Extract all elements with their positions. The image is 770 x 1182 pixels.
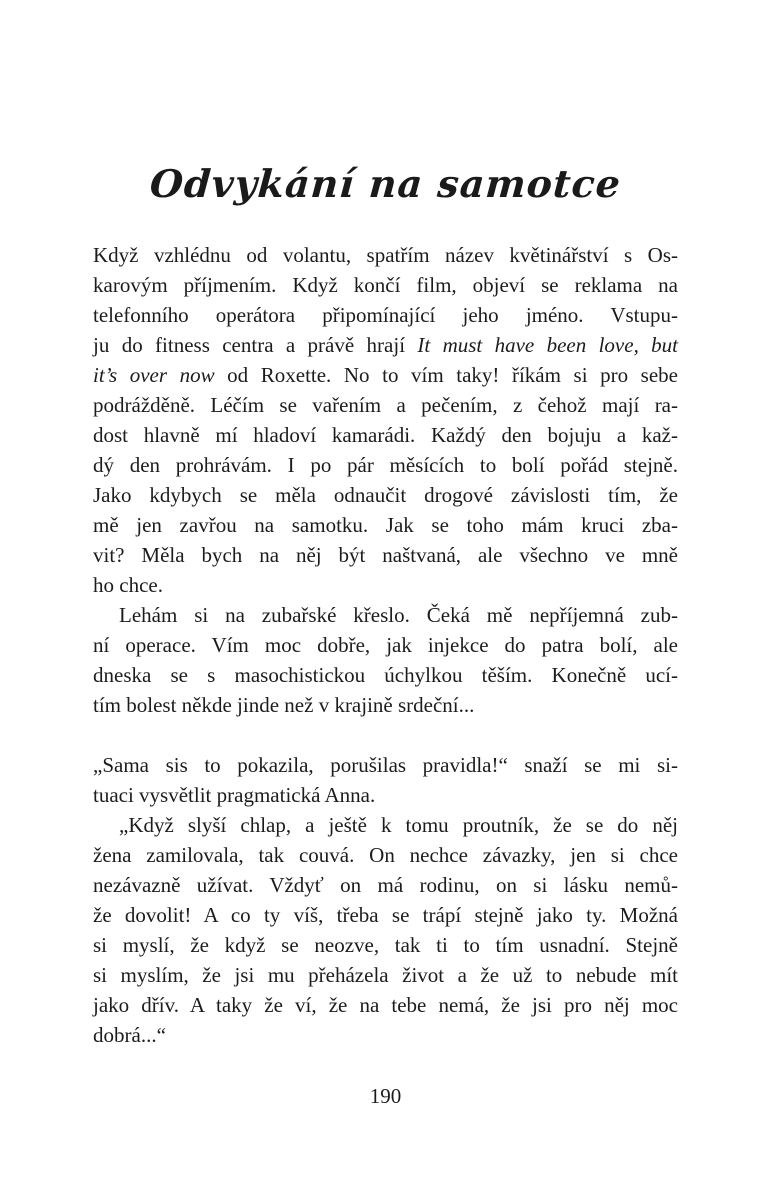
text-segment: dobrá...“ [93, 1023, 166, 1047]
text-segment: ní operace. Vím moc dobře, jak injekce do patra bolí, ale [93, 633, 678, 657]
text-line [93, 420, 678, 450]
text-line [93, 750, 678, 780]
italic-text: It must have been love, but [417, 333, 679, 357]
text-segment: dost hlavně mí hladoví kamarádi. Každý den bojuju a kaž- [93, 423, 678, 447]
text-line [93, 540, 678, 570]
text-segment: podrážděně. Léčím se vařením a pečením, z čehož mají ra- [93, 393, 678, 417]
text-line [93, 780, 678, 810]
text-segment: „Sama sis to pokazila, porušilas pravidla!“ snaží se mi si- [93, 753, 678, 777]
paragraph [93, 600, 678, 720]
chapter-title: Odvykání na samotce [148, 161, 623, 206]
text-line [93, 840, 678, 870]
text-segment: tím bolest někde jinde než v krajině srdeční... [93, 693, 475, 717]
body-text [93, 240, 678, 1050]
text-segment: Jako kdybych se měla odnaučit drogové závislosti tím, že [93, 483, 678, 507]
text-line [93, 390, 678, 420]
text-segment: mě jen zavřou na samotku. Jak se toho mám kruci zba- [93, 513, 678, 537]
text-segment: karovým příjmením. Když končí film, objeví se reklama na [93, 273, 678, 297]
text-line [93, 900, 678, 930]
text-line [93, 240, 678, 270]
text-line [93, 330, 678, 360]
text-line [93, 450, 678, 480]
text-line [93, 1020, 678, 1050]
text-line [93, 270, 678, 300]
text-line [93, 960, 678, 990]
text-segment: si myslím, že jsi mu přeházela život a že už to nebude mít [93, 963, 678, 987]
text-segment: tuaci vysvětlit pragmatická Anna. [93, 783, 376, 807]
text-line [93, 870, 678, 900]
paragraph [93, 810, 678, 1050]
text-segment: si myslí, že když se neozve, tak ti to tím usnadní. Stejně [93, 933, 678, 957]
text-segment: ju do fitness centra a právě hrají [93, 333, 418, 357]
text-segment: žena zamilovala, tak couvá. On nechce závazky, jen si chce [93, 843, 678, 867]
text-line [93, 480, 678, 510]
text-segment: od Roxette. No to vím taky! říkám si pro sebe [214, 363, 678, 387]
text-segment: telefonního operátora připomínající jeho jméno. Vstupu- [93, 303, 678, 327]
text-segment: vit? Měla bych na něj být naštvaná, ale všechno ve mně [93, 543, 678, 567]
text-line [93, 930, 678, 960]
text-segment: „Když slyší chlap, a ještě k tomu proutník, že se do něj [119, 813, 678, 837]
text-line [93, 810, 678, 840]
text-segment: dneska se s masochistickou úchylkou těším. Konečně ucí- [93, 663, 678, 687]
text-line [93, 510, 678, 540]
paragraph [93, 750, 678, 810]
italic-text: it’s over now [93, 363, 215, 387]
text-line [93, 660, 678, 690]
text-line [93, 360, 678, 390]
text-segment: ho chce. [93, 573, 163, 597]
text-segment: že dovolit! A co ty víš, třeba se trápí stejně jako ty. Možná [93, 903, 678, 927]
text-segment: Když vzhlédnu od volantu, spatřím název květinářství s Os- [93, 243, 678, 267]
paragraph [93, 240, 678, 600]
text-segment: Lehám si na zubařské křeslo. Čeká mě nepříjemná zub- [119, 603, 678, 627]
text-line [93, 690, 678, 720]
text-line [93, 300, 678, 330]
text-segment: dý den prohrávám. I po pár měsících to bolí pořád stejně. [93, 453, 678, 477]
text-line [93, 630, 678, 660]
text-line [93, 600, 678, 630]
page-number: 190 [369, 1084, 402, 1108]
text-segment: jako dřív. A taky že ví, že na tebe nemá, že jsi pro něj moc [93, 993, 678, 1017]
text-line [93, 990, 678, 1020]
text-segment: nezávazně užívat. Vždyť on má rodinu, on si lásku nemů- [93, 873, 678, 897]
text-line [93, 570, 678, 600]
